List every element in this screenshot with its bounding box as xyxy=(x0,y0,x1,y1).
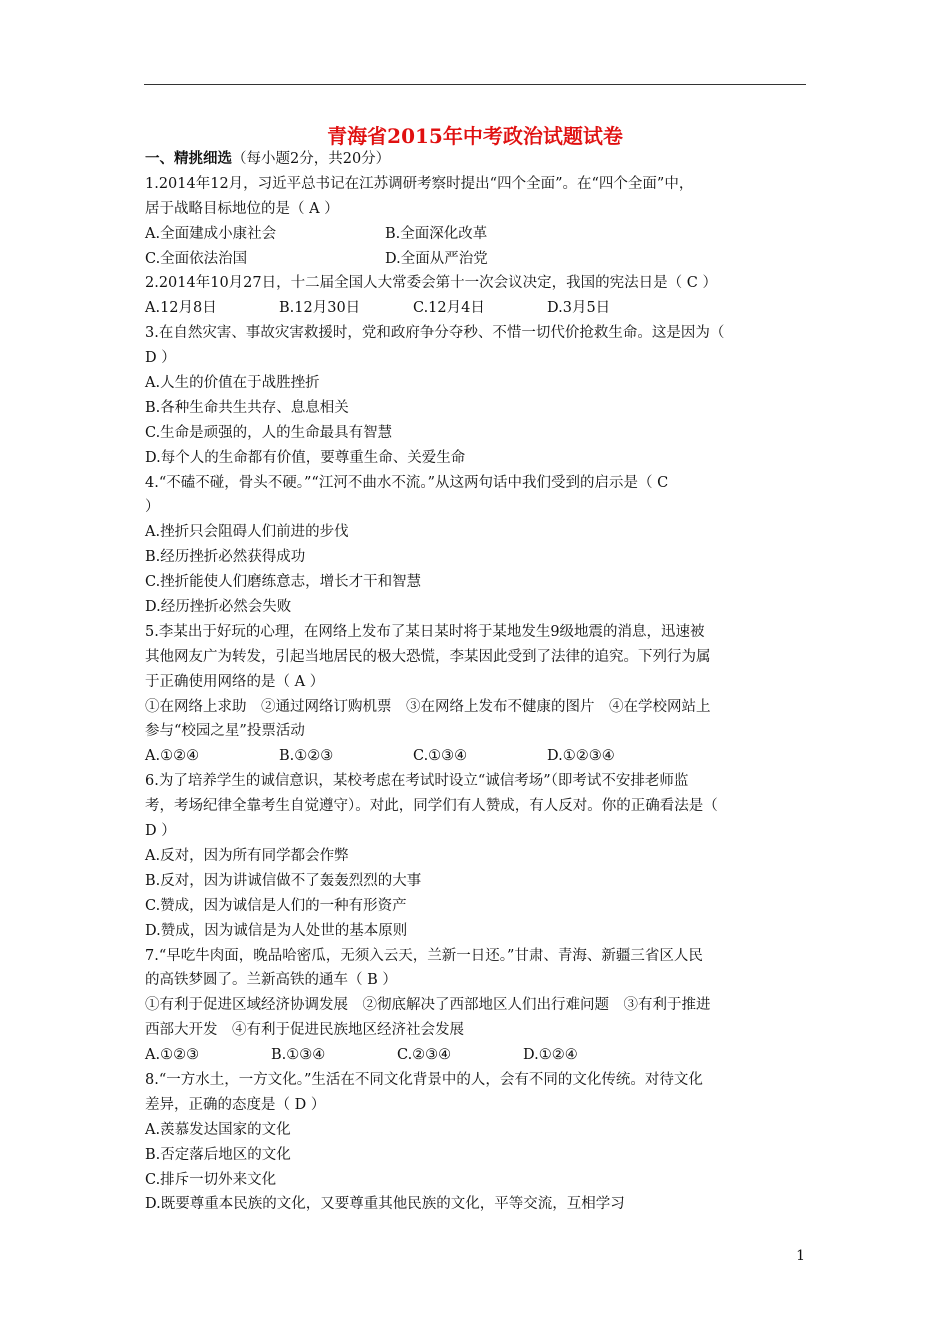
option-b: B.①③④ xyxy=(271,1047,326,1064)
option-a: A.反对，因为所有同学都会作弊 xyxy=(145,847,349,864)
question-6-stem: 6.为了培养学生的诚信意识，某校考虑在考试时设立“诚信考场”（即考试不安排老师监 xyxy=(145,773,689,790)
option-d: D.每个人的生命都有价值，要尊重生命、关爱生命 xyxy=(145,449,466,466)
option-c: C.全面依法治国 xyxy=(145,250,248,267)
question-4-stem: ） xyxy=(145,499,160,516)
option-a: A.全面建成小康社会 xyxy=(145,225,277,242)
option-b: B.反对，因为讲诚信做不了轰轰烈烈的大事 xyxy=(145,872,422,889)
question-3-stem: D ） xyxy=(145,350,176,367)
option-a: A.人生的价值在于战胜挫折 xyxy=(145,375,320,392)
option-d: D.全面从严治党 xyxy=(385,250,488,267)
option-b: B.否定落后地区的文化 xyxy=(145,1146,291,1163)
section-heading xyxy=(145,147,815,172)
question-1-stem: 1.2014年12月，习近平总书记在江苏调研考察时提出“四个全面”。在“四个全面”中， xyxy=(145,175,694,192)
option-c: C.12月4日 xyxy=(413,300,485,317)
option-d: D.经历挫折必然会失败 xyxy=(145,599,292,616)
option-c: C.排斥一切外来文化 xyxy=(145,1171,277,1188)
question-5-stem: 于正确使用网络的是（ A ） xyxy=(145,673,325,690)
question-8-stem: 8.“一方水土，一方文化。”生活在不同文化背景中的人，会有不同的文化传统。对待文化 xyxy=(145,1071,703,1088)
question-1-options xyxy=(145,222,815,247)
option-d: D.赞成，因为诚信是为人处世的基本原则 xyxy=(145,922,408,939)
question-7-options xyxy=(145,1043,815,1068)
page-title: 青海省2015年中考政治试题试卷 xyxy=(327,124,623,148)
option-b: B.经历挫折必然获得成功 xyxy=(145,549,306,566)
question-3-stem: 3.在自然灾害、事故灾害救援时，党和政府争分夺秒、不惜一切代价抢救生命。这是因为（ xyxy=(145,325,725,342)
question-5-stem: 其他网友广为转发，引起当地居民的极大恐慌，李某因此受到了法律的追究。下列行为属 xyxy=(145,648,711,665)
option-b: B.12月30日 xyxy=(279,300,361,317)
option-c: C.②③④ xyxy=(397,1047,452,1064)
section-note: （每小题2分，共20分） xyxy=(232,151,391,167)
question-5-items: 参与“校园之星”投票活动 xyxy=(145,723,305,740)
question-5-items: ①在网络上求助 ②通过网络订购机票 ③在网络上发布不健康的图片 ④在学校网站上 xyxy=(145,698,711,715)
question-7-items: 西部大开发 ④有利于促进民族地区经济社会发展 xyxy=(145,1022,464,1039)
option-c: C.生命是顽强的，人的生命最具有智慧 xyxy=(145,424,393,441)
question-6-stem: 考，考场纪律全靠考生自觉遵守）。对此，同学们有人赞成，有人反对。你的正确看法是（ xyxy=(145,798,718,815)
option-a: A.12月8日 xyxy=(145,300,217,317)
question-1-options xyxy=(145,247,815,272)
question-5-stem: 5.李某出于好玩的心理，在网络上发布了某日某时将于某地发生9级地震的消息，迅速被 xyxy=(145,623,705,640)
option-d: D.3月5日 xyxy=(547,300,611,317)
option-d: D.①②④ xyxy=(523,1047,578,1064)
option-a: A.挫折只会阻碍人们前进的步伐 xyxy=(145,524,349,541)
option-b: B.各种生命共生共存、息息相关 xyxy=(145,399,349,416)
option-a: A.羡慕发达国家的文化 xyxy=(145,1121,291,1138)
page-number: 1 xyxy=(796,1248,805,1264)
question-8-stem: 差异，正确的态度是（ D ） xyxy=(145,1096,326,1113)
option-c: C.①③④ xyxy=(413,748,468,765)
section-title: 一、精挑细选 xyxy=(145,150,232,167)
question-7-stem: 7.“早吃牛肉面，晚品哈密瓜，无须入云天，兰新一日还。”甘肃、青海、新疆三省区人民 xyxy=(145,947,703,964)
option-a: A.①②③ xyxy=(145,1047,200,1064)
question-7-items: ①有利于促进区域经济协调发展 ②彻底解决了西部地区人们出行难问题 ③有利于推进 xyxy=(145,997,711,1014)
question-1-stem: 居于战略目标地位的是（ A ） xyxy=(145,200,339,217)
header-rule xyxy=(144,84,806,85)
option-d: D.①②③④ xyxy=(547,748,615,765)
option-d: D.既要尊重本民族的文化，又要尊重其他民族的文化，平等交流，互相学习 xyxy=(145,1196,625,1213)
exam-content xyxy=(145,147,815,1217)
question-7-stem: 的高铁梦圆了。兰新高铁的通车（ B ） xyxy=(145,972,397,989)
question-4-stem: 4.“不磕不碰，骨头不硬。”“江河不曲水不流。”从这两句话中我们受到的启示是（ C xyxy=(145,474,669,491)
option-c: C.赞成，因为诚信是人们的一种有形资产 xyxy=(145,897,407,914)
question-5-options xyxy=(145,744,815,769)
option-b: B.全面深化改革 xyxy=(385,225,488,242)
option-c: C.挫折能使人们磨练意志，增长才干和智慧 xyxy=(145,574,422,591)
question-2-stem: 2.2014年10月27日，十二届全国人大常委会第十一次会议决定，我国的宪法日是（ C ） xyxy=(145,275,717,292)
question-6-stem: D ） xyxy=(145,823,176,840)
option-b: B.①②③ xyxy=(279,748,334,765)
question-2-options xyxy=(145,296,815,321)
option-a: A.①②④ xyxy=(145,748,200,765)
